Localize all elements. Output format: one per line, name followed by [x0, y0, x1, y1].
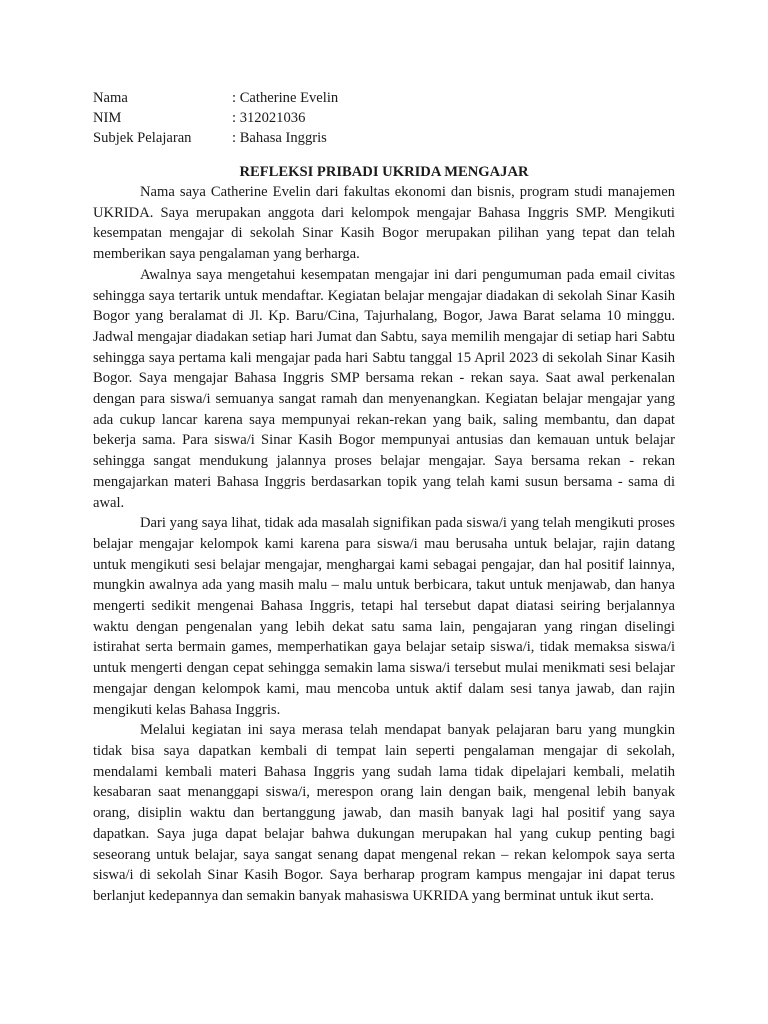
info-label: Subjek Pelajaran — [93, 130, 192, 146]
paragraph-background: Awalnya saya mengetahui kesempatan mengajar ini dari pengumuman pada email civitas sehingga saya tertarik untuk mendaftar. Kegiatan belajar mengajar diadakan di sekolah Sinar Kasih Bogor yang beralamat di Jl. Kp. Baru/Cina, Tajurhalang, Bogor, Jawa Barat selama 10 minggu. Jadwal mengajar diadakan setiap hari Jumat dan Sabtu, saya memilih mengajar di setiap hari Sabtu sehingga saya pertama kali mengajar pada hari Sabtu tanggal 15 April 2023 di sekolah Sinar Kasih Bogor. Saya mengajar Bahasa Inggris SMP bersama rekan - rekan saya. Saat awal perkenalan dengan para siswa/i semuanya sangat ramah dan menyenangkan. Kegiatan belajar mengajar yang ada cukup lancar karena saya mempunyai rekan-rekan yang baik, saling membantu, dan dapat bekerja sama. Para siswa/i Sinar Kasih Bogor mempunyai antusias dan kemauan untuk belajar sehingga sangat mendukung jalannya proses belajar mengajar. Saya bersama rekan - rekan mengajarkan materi Bahasa Inggris berdasarkan topik yang telah kami susun bersama - sama di awal. — [93, 266, 675, 511]
paragraph-conclusion: Melalui kegiatan ini saya merasa telah mendapat banyak pelajaran baru yang mungkin tidak bisa saya dapatkan kembali di tempat lain seperti pengalaman mengajar di sekolah, mendalami kembali materi Bahasa Inggris yang sudah lama tidak dipelajari kembali, melatih kesabaran saat menanggapi siswa/i, merespon orang lain dengan baik, mengenal lebih banyak orang, disiplin waktu dan bertanggung jawab, dan masih banyak lagi hal positif yang saya dapatkan. Saya juga dapat belajar bahwa dukungan merupakan hal yang cukup penting bagi seseorang untuk belajar, saya sangat senang dapat mengenal rekan – rekan kelompok saya serta siswa/i di sekolah Sinar Kasih Bogor. Saya berharap program kampus mengajar ini dapat terus berlanjut kedepannya dan semakin banyak mahasiswa UKRIDA yang berminat untuk ikut serta. — [93, 722, 675, 904]
info-label: Nama — [93, 90, 128, 106]
student-info — [93, 88, 675, 148]
info-row-name — [93, 88, 675, 108]
document-page — [93, 88, 675, 907]
info-value: : 312021036 — [232, 110, 306, 126]
info-row-subject — [93, 128, 675, 148]
info-value: : Bahasa Inggris — [232, 130, 327, 146]
info-label: NIM — [93, 110, 122, 126]
info-value: : Catherine Evelin — [232, 90, 339, 106]
info-row-nim — [93, 108, 675, 128]
document-title: REFLEKSI PRIBADI UKRIDA MENGAJAR — [239, 164, 529, 180]
paragraph-intro: Nama saya Catherine Evelin dari fakultas ekonomi dan bisnis, program studi manajemen UKRIDA. Saya merupakan anggota dari kelompok mengajar Bahasa Inggris SMP. Mengikuti kesempatan mengajar di sekolah Sinar Kasih Bogor merupakan pilihan yang tepat dan telah memberikan saya pengalaman yang berharga. — [93, 184, 675, 263]
paragraph-observation: Dari yang saya lihat, tidak ada masalah signifikan pada siswa/i yang telah mengikuti proses belajar mengajar kelompok kami karena para siswa/i mau berusaha untuk belajar, rajin datang untuk mengikuti sesi belajar mengajar, menghargai kami sebagai pengajar, dan hal positif lainnya, mungkin awalnya ada yang masih malu – malu untuk berbicara, takut untuk menjawab, dan hanya mengerti sedikit mengenai Bahasa Inggris, tetapi hal tersebut dapat diatasi seiring berjalannya waktu dengan pengenalan yang lebih dekat satu sama lain, pengajaran yang ringan diselingi istirahat serta bermain games, memperhatikan gaya belajar setaip siswa/i, tidak memaksa siswa/i untuk mengerti dengan cepat sehingga semakin lama siswa/i tersebut mulai menikmati sesi belajar mengajar dengan kelompok kami, mau mencoba untuk aktif dalam sesi tanya jawab, dan rajin mengikuti kelas Bahasa Inggris. — [93, 515, 675, 718]
